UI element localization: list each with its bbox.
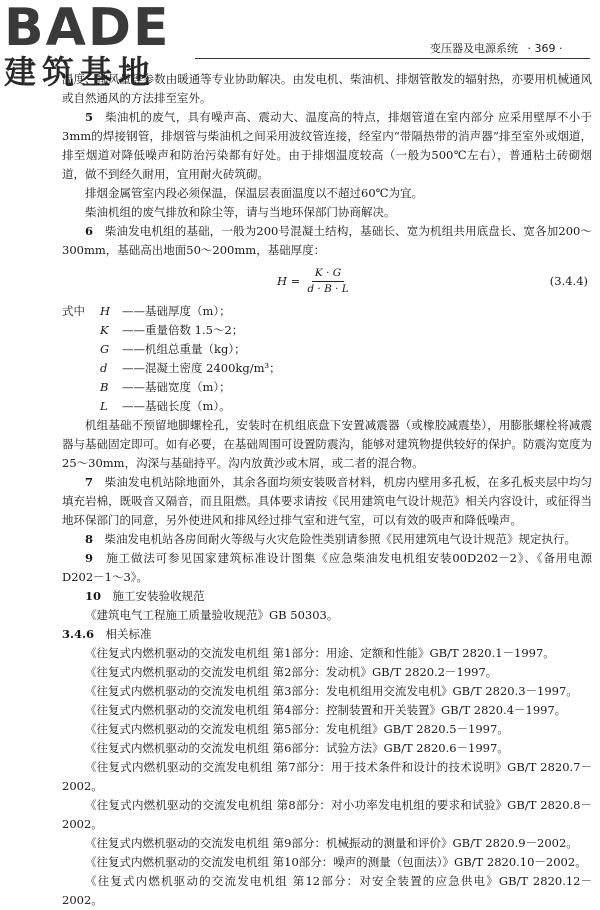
paragraph: 柴油机组的废气排放和除尘等，请与当地环保部门协商解决。 bbox=[85, 205, 396, 219]
paragraph-7 bbox=[62, 473, 592, 530]
formula bbox=[62, 260, 592, 302]
var-desc: ——重量倍数 1.5～2； bbox=[122, 323, 244, 337]
variable-row bbox=[62, 302, 592, 321]
page-number: · 369 · bbox=[527, 42, 563, 55]
paragraph-text: 柴油发电机站除地面外，其余各面均须安装吸音材料，机房内壁用多孔板，在多孔板夹层中均匀填充岩棉，既吸音又隔音，而且阻燃。具体要求请按《民用建筑电气设计规范》相关内容设计，或征得当地环保部门的同意，另外使进风和排风经过排气室和进气室，可以有效的吸声和降低噪声。 bbox=[62, 475, 593, 527]
variable-row bbox=[100, 321, 592, 340]
standard-item: 《往复式内燃机驱动的交流发电机组 第4部分：控制装置和开关装置》GB/T 2820.4－1997。 bbox=[85, 703, 567, 717]
paragraph-text: 柴油发电机站各房间耐火等级与火灾危险性类别请参照《民用建筑电气设计规范》规定执行。 bbox=[104, 532, 577, 546]
item-number: 5 bbox=[85, 110, 94, 124]
paragraph-text: 施工做法可参见国家建筑标准设计图集《应急柴油发电机组安装00D202－2》、《备用电源 D202－1～3》。 bbox=[62, 551, 593, 584]
formula-lhs: H = bbox=[277, 274, 301, 288]
paragraph-9 bbox=[62, 549, 592, 587]
standard-item: 《往复式内燃机驱动的交流发电机组 第8部分：对小功率发电机组的要求和试验》GB/T 2820.8－2002。 bbox=[62, 798, 592, 831]
formula-numerator: K · G bbox=[312, 266, 344, 282]
var-symbol: H bbox=[100, 304, 111, 318]
var-desc: ——混凝土密度 2400kg/m³； bbox=[122, 361, 281, 375]
var-symbol: d bbox=[100, 361, 108, 375]
standard-item: 《往复式内燃机驱动的交流发电机组 第6部分：试验方法》GB/T 2820.6－1997。 bbox=[85, 741, 509, 755]
standard-item: 《往复式内燃机驱动的交流发电机组 第12部分：对安全装置的应急供电》GB/T 2820.12－2002。 bbox=[62, 874, 592, 907]
paragraph: 排烟金属管室内段必须保温，保温层表面温度以不超过60℃为宜。 bbox=[85, 186, 423, 200]
paragraph-5 bbox=[62, 108, 592, 184]
formula-denominator: d · B · L bbox=[307, 283, 349, 295]
logo-top-text: BADE bbox=[4, 0, 171, 58]
logo-bottom-text: 建筑基地 bbox=[4, 53, 157, 91]
variable-list bbox=[62, 302, 592, 416]
paragraph: 《建筑电气工程施工质量验收规范》GB 50303。 bbox=[85, 608, 339, 622]
section-title: 相关标准 bbox=[105, 627, 152, 641]
section-number: 3.4.6 bbox=[62, 627, 95, 641]
paragraph-text: 柴油机的废气，具有噪声高、震动大、温度高的特点，排烟管道在室内部分 应采用壁厚不小于3mm的焊接钢管，排烟管与柴油机之间采用波纹管连接，经室内“带隔热带的消声器”排至室外或烟道，排至烟道对降低噪声和防治污染都有好处。由于排烟温度较高（一般为500℃左右），普通粘土砖砌烟道，做不到经久耐用，宜用耐火砖筑砌。 bbox=[62, 110, 592, 181]
item-number: 8 bbox=[85, 532, 94, 546]
variable-row bbox=[100, 359, 592, 378]
standard-item: 《往复式内燃机驱动的交流发电机组 第3部分：发电机组用交流发电机》GB/T 2820.3－1997。 bbox=[85, 684, 578, 698]
var-desc: ——机组总重量（kg）； bbox=[122, 342, 246, 356]
paragraph: 机组基础不预留地脚螺栓孔，安装时在机组底盘下安置减震器（或橡胶减震垫），用膨胀螺栓将减震器与基础固定即可。如有必要，在基础周围可设置防震沟，能够对建筑物提供较好的保护。防震沟宽度为25～30mm，沟深与基础持平。沟内放黄沙或木屑，或二者的混合物。 bbox=[62, 418, 592, 470]
paragraph-text: 施工安装验收规范 bbox=[112, 589, 205, 603]
paragraph-6 bbox=[62, 222, 592, 260]
paragraph-text: 柴油发电机组的基础，一般为200号混凝土结构，基础长、宽为机组共用底盘长、宽各加200～300mm，基础高出地面50～200mm，基础厚度： bbox=[62, 224, 592, 257]
standard-item: 《往复式内燃机驱动的交流发电机组 第9部分：机械振动的测量和评价》GB/T 2820.9－2002。 bbox=[85, 836, 578, 850]
header-rule bbox=[195, 58, 590, 59]
var-symbol: B bbox=[100, 380, 109, 394]
item-number: 10 bbox=[85, 589, 102, 603]
running-header bbox=[430, 40, 590, 56]
standard-item: 《往复式内燃机驱动的交流发电机组 第2部分：发动机》GB/T 2820.2－1997。 bbox=[85, 665, 498, 679]
section-heading bbox=[62, 625, 592, 644]
standard-item: 《往复式内燃机驱动的交流发电机组 第1部分：用途、定额和性能》GB/T 2820.1－1997。 bbox=[85, 646, 555, 660]
paragraph: 温度、排风量等参数由暖通等专业协助解决。由发电机、柴油机、排烟管散发的辐射热，亦要用机械通风或自然通风的方法排至室外。 bbox=[62, 72, 592, 105]
equation-number: (3.4.4) bbox=[549, 274, 588, 288]
variable-row bbox=[100, 397, 592, 416]
item-number: 6 bbox=[85, 224, 94, 238]
var-desc: ——基础厚度（m）； bbox=[122, 304, 231, 318]
paragraph-8 bbox=[62, 530, 592, 549]
standard-item: 《往复式内燃机驱动的交流发电机组 第7部分：用于技术条件和设计的技术说明》GB/T 2820.7－2002。 bbox=[62, 760, 592, 793]
var-desc: ——基础宽度（m）； bbox=[122, 380, 231, 394]
item-number: 7 bbox=[85, 475, 94, 489]
paragraph-10 bbox=[62, 587, 592, 606]
page-body bbox=[62, 70, 592, 910]
var-desc: ——基础长度（m）。 bbox=[122, 399, 231, 413]
where-label: 式中 bbox=[62, 304, 85, 318]
var-symbol: L bbox=[100, 399, 108, 413]
variable-row bbox=[100, 340, 592, 359]
standard-item: 《往复式内燃机驱动的交流发电机组 第5部分：发电机组》GB/T 2820.5－1997。 bbox=[85, 722, 509, 736]
var-symbol: K bbox=[100, 323, 109, 337]
standard-item: 《往复式内燃机驱动的交流发电机组 第10部分：噪声的测量（包面法）》GB/T 2820.10－2002。 bbox=[85, 855, 587, 869]
variable-row bbox=[100, 378, 592, 397]
section-title: 变压器及电源系统 bbox=[430, 42, 518, 55]
var-symbol: G bbox=[100, 342, 110, 356]
item-number: 9 bbox=[85, 551, 94, 565]
